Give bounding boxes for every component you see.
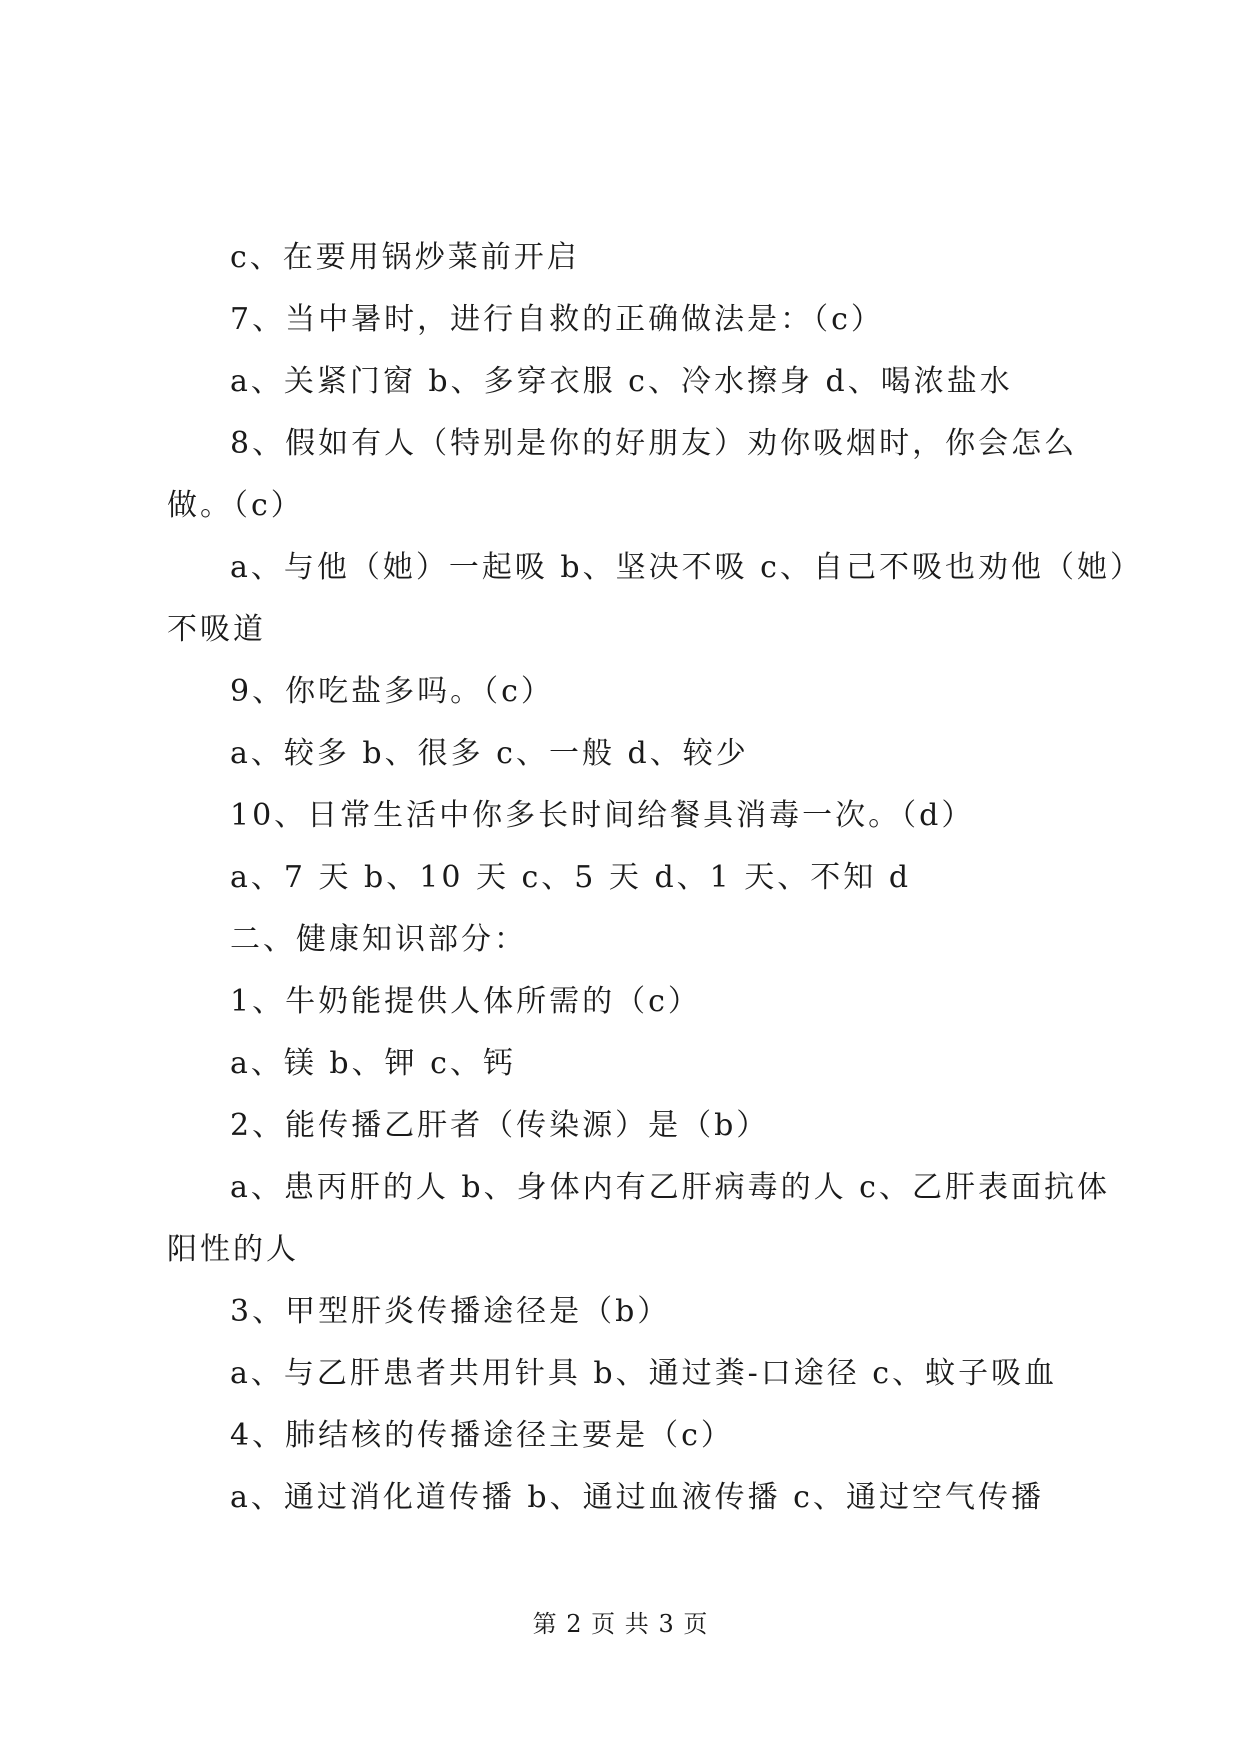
- section-heading: 二、健康知识部分：: [230, 922, 527, 957]
- options-line: a、7 天 b、10 天 c、5 天 d、1 天、不知 d: [230, 860, 912, 895]
- question-line: 9、你吃盐多吗。（c）: [230, 674, 554, 709]
- options-line: a、关紧门窗 b、多穿衣服 c、冷水擦身 d、喝浓盐水: [230, 364, 1013, 399]
- question-line: 4、肺结核的传播途径主要是（c）: [230, 1418, 734, 1453]
- question-line: 3、甲型肝炎传播途径是（b）: [230, 1294, 671, 1329]
- question-line: 8、假如有人（特别是你的好朋友）劝你吸烟时，你会怎么: [230, 426, 1078, 461]
- text-line: c、在要用锅炒菜前开启: [230, 240, 580, 275]
- options-line: a、较多 b、很多 c、一般 d、较少: [230, 736, 749, 771]
- text-line: 做。（c）: [167, 488, 304, 523]
- options-line: a、通过消化道传播 b、通过血液传播 c、通过空气传播: [230, 1480, 1044, 1515]
- options-line: a、与乙肝患者共用针具 b、通过粪-口途径 c、蚊子吸血: [230, 1356, 1058, 1391]
- options-line: a、镁 b、钾 c、钙: [230, 1046, 516, 1081]
- options-line: a、与他（她）一起吸 b、坚决不吸 c、自己不吸也劝他（她）: [230, 550, 1143, 585]
- options-line: a、患丙肝的人 b、身体内有乙肝病毒的人 c、乙肝表面抗体: [230, 1170, 1110, 1205]
- question-line: 1、牛奶能提供人体所需的（c）: [230, 984, 701, 1019]
- question-line: 7、当中暑时，进行自救的正确做法是：（c）: [230, 302, 884, 337]
- text-line: 不吸道: [167, 612, 266, 647]
- question-line: 2、能传播乙肝者（传染源）是（b）: [230, 1108, 770, 1143]
- question-line: 10、日常生活中你多长时间给餐具消毒一次。（d）: [230, 798, 975, 833]
- text-line: 阳性的人: [167, 1232, 299, 1267]
- page-number-footer: 第 2 页 共 3 页: [532, 1610, 709, 1638]
